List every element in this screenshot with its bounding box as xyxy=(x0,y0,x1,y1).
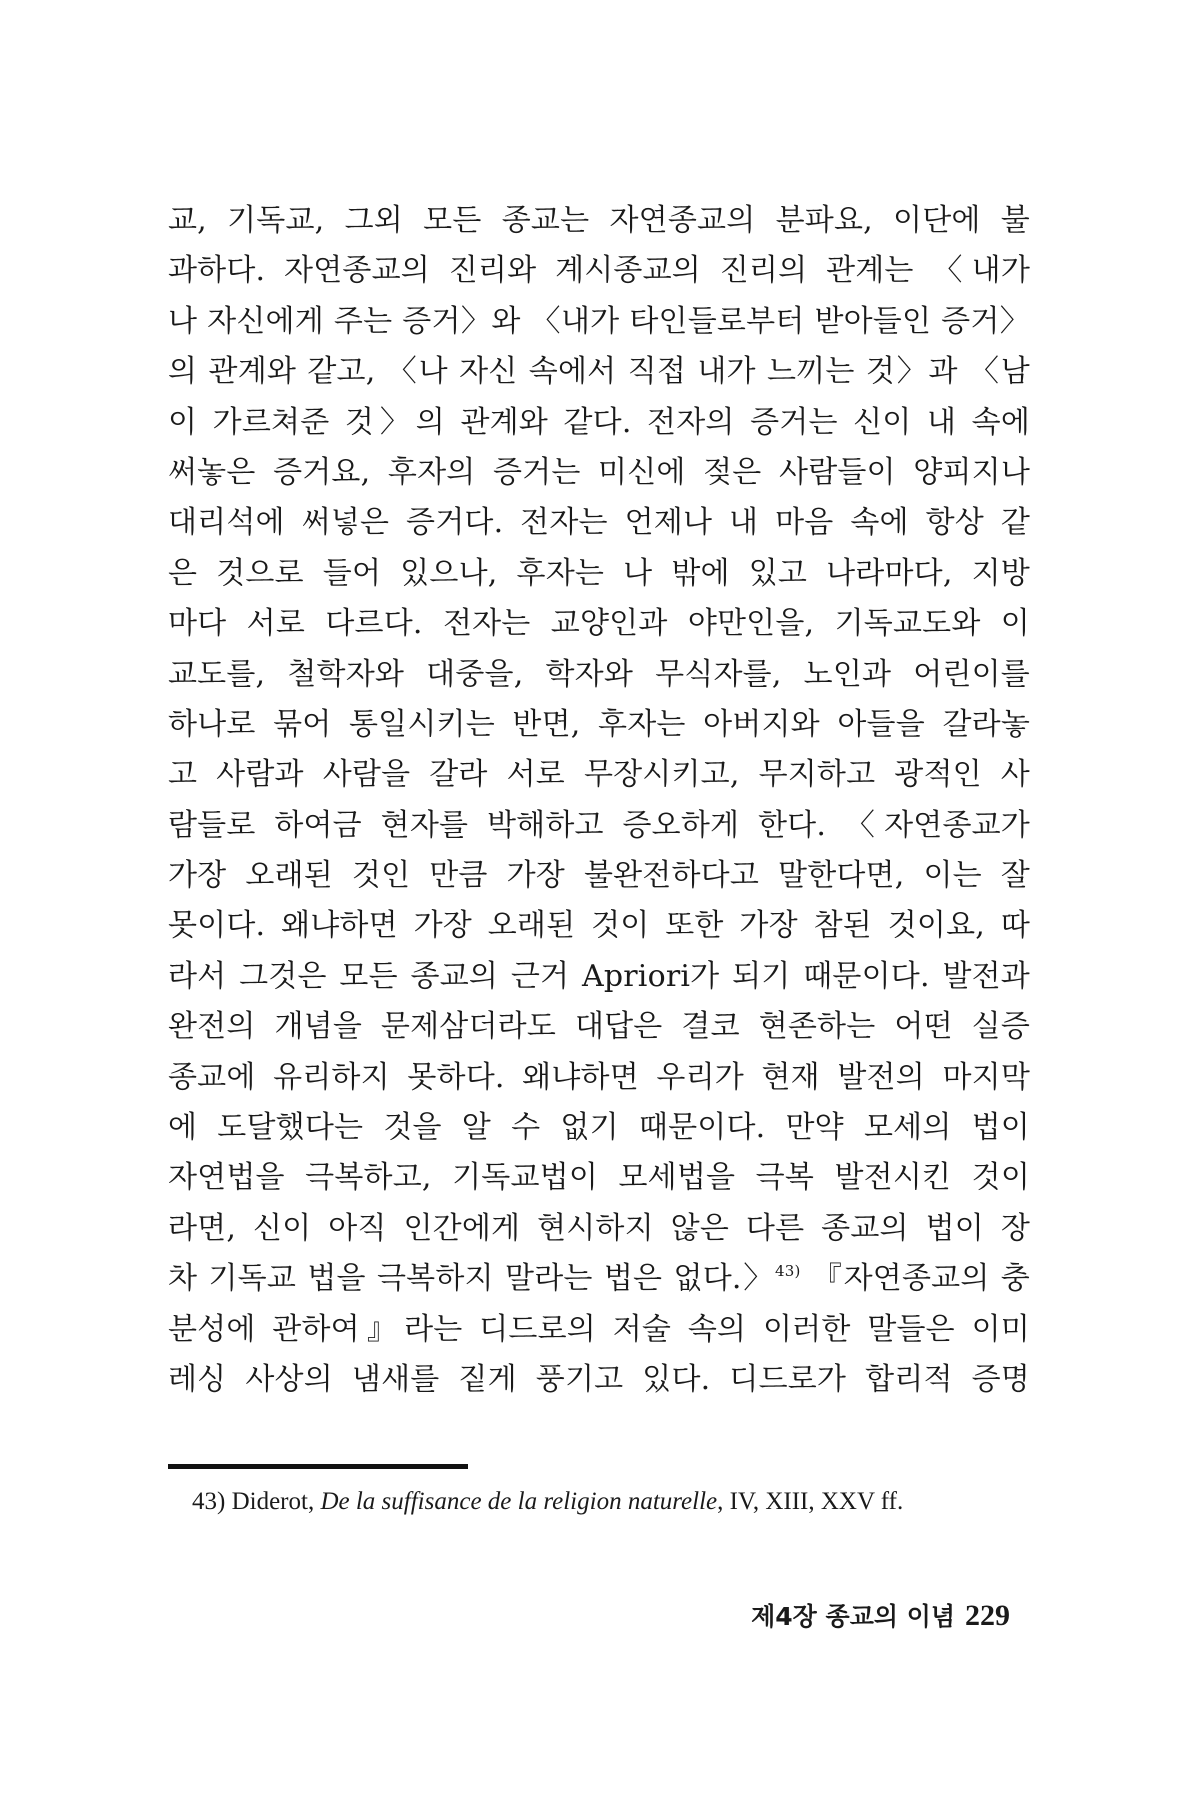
text-line: 레싱 사상의 냄새를 짙게 풍기고 있다. 디드로가 합리적 증명 xyxy=(168,1361,1030,1397)
text-line: 써놓은 증거요, 후자의 증거는 미신에 젖은 사람들이 양피지나 xyxy=(168,454,1030,490)
page-footer xyxy=(751,1598,1010,1635)
text-line: 가장 오래된 것인 만큼 가장 불완전하다고 말한다면, 이는 잘 xyxy=(168,858,1030,894)
footnote-divider xyxy=(168,1464,468,1469)
text-line: 은 것으로 들어 있으나, 후자는 나 밖에 있고 나라마다, 지방 xyxy=(168,555,1030,591)
text-line: 종교에 유리하지 못하다. 왜냐하면 우리가 현재 발전의 마지막 xyxy=(168,1059,1030,1095)
text-line: 의 관계와 같고, 〈나 자신 속에서 직접 내가 느끼는 것〉과 〈남 xyxy=(168,354,1030,390)
text-line: 대리석에 써넣은 증거다. 전자는 언제나 내 마음 속에 항상 같 xyxy=(168,505,1030,541)
text-line: 하나로 묶어 통일시키는 반면, 후자는 아버지와 아들을 갈라놓 xyxy=(168,706,1030,742)
running-head: 제4장 종교의 이념 xyxy=(751,1602,955,1631)
text-segment: 『자연종교의 충 xyxy=(800,1261,1030,1297)
footnote-number: 43) xyxy=(192,1488,226,1515)
text-line-with-footnote-ref xyxy=(168,1254,1030,1304)
body-text xyxy=(168,196,1030,1405)
text-line: 못이다. 왜냐하면 가장 오래된 것이 또한 가장 참된 것이요, 따 xyxy=(168,908,1030,944)
text-line: 완전의 개념을 문제삼더라도 대답은 결코 현존하는 어떤 실증 xyxy=(168,1009,1030,1045)
text-segment: 차 기독교 법을 극복하지 말라는 법은 없다.〉 xyxy=(168,1261,775,1297)
text-line: 마다 서로 다르다. 전자는 교양인과 야만인을, 기독교도와 이 xyxy=(168,606,1030,642)
text-line: 에 도달했다는 것을 알 수 없기 때문이다. 만약 모세의 법이 xyxy=(168,1110,1030,1146)
text-line: 교, 기독교, 그외 모든 종교는 자연종교의 분파요, 이단에 불 xyxy=(168,203,1030,238)
footnote xyxy=(192,1484,1012,1520)
page-number: 229 xyxy=(965,1599,1010,1632)
text-line: 과하다. 자연종교의 진리와 계시종교의 진리의 관계는 〈내가 xyxy=(168,253,1030,289)
text-line: 람들로 하여금 현자를 박해하고 증오하게 한다. 〈자연종교가 xyxy=(168,807,1030,843)
footnote-author: Diderot, xyxy=(225,1488,321,1515)
text-line: 분성에 관하여』라는 디드로의 저술 속의 이러한 말들은 이미 xyxy=(168,1311,1030,1347)
text-line: 교도를, 철학자와 대중을, 학자와 무식자를, 노인과 어린이를 xyxy=(168,656,1030,692)
footnote-reference-marker[interactable]: 43) xyxy=(774,1262,801,1281)
text-line: 고 사람과 사람을 갈라 서로 무장시키고, 무지하고 광적인 사 xyxy=(168,757,1030,793)
footnote-title: De la suffisance de la religion naturelle xyxy=(320,1488,718,1515)
text-line: 라면, 신이 아직 인간에게 현시하지 않은 다른 종교의 법이 장 xyxy=(168,1210,1030,1246)
text-line: 자연법을 극복하고, 기독교법이 모세법을 극복 발전시킨 것이 xyxy=(168,1160,1030,1196)
text-line: 나 자신에게 주는 증거〉와 〈내가 타인들로부터 받아들인 증거〉 xyxy=(168,303,1030,339)
footnote-refs: , IV, XIII, XXV ff. xyxy=(717,1488,904,1515)
text-line: 라서 그것은 모든 종교의 근거 Apriori가 되기 때문이다. 발전과 xyxy=(168,958,1030,994)
text-line: 이 가르쳐준 것〉의 관계와 같다. 전자의 증거는 신이 내 속에 xyxy=(168,404,1030,440)
